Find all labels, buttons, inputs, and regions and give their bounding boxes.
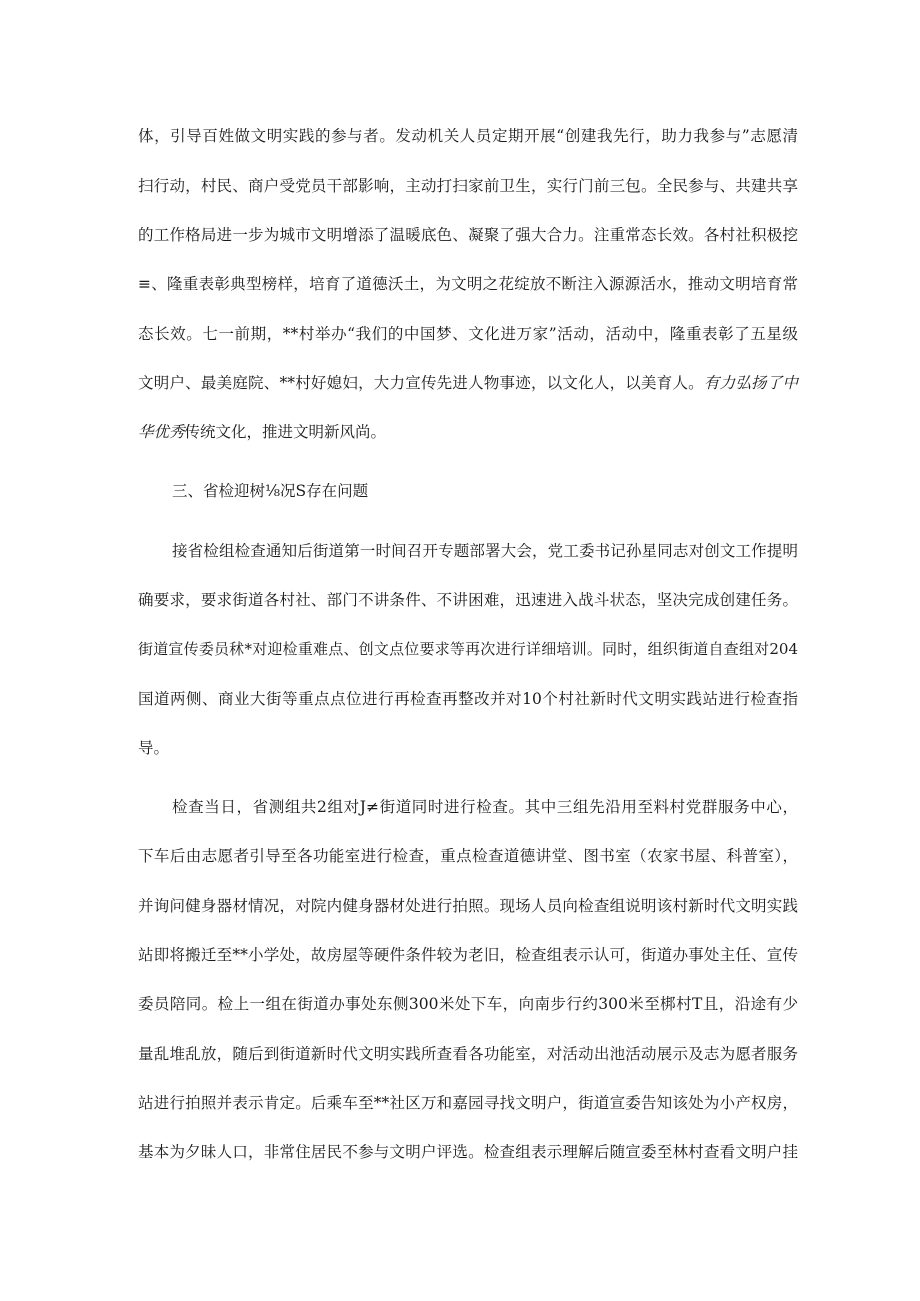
paragraph-1-line-3: 的工作格局进一步为城市文明增添了温暖底色、凝聚了强大合力。注重常态长效。各村社积极挖 [138,226,798,244]
paragraph-2-line-4: 国道两侧、商业大街等重点点位进行再检查再整改并对10个村社新时代文明实践站进行检查指 [138,690,798,708]
paragraph-1-line-2: 扫行动，村民、商户受党员干部影响，主动打扫家前卫生，实行门前三包。全民参与、共建共享 [138,177,798,195]
paragraph-2-line-2: 确要求，要求街道各村社、部门不讲条件、不讲困难，迅速进入战斗状态，坚决完成创建任务。 [138,591,798,609]
paragraph-3-line-6: 量乱堆乱放，随后到街道新时代文明实践所查看各功能室，对活动出池活动展示及志为愿者服务 [138,1045,798,1063]
paragraph-1-line-7-italic: 华优秀 [138,423,185,441]
paragraph-1-line-7 [138,422,798,442]
paragraph-1-line-6-italic: 有力弘扬了中 [703,374,798,392]
paragraph-1-line-5: 态长效。七一前期，**村举办“我们的中国梦、文化进万家”活动，活动中，隆重表彰了五星级 [138,325,798,343]
paragraph-1-line-1: 体，引导百姓做文明实践的参与者。发动机关人员定期开展“创建我先行，助力我参与”志愿清 [138,127,798,145]
paragraph-2-line-3: 街道宣传委员秫*对迎检重难点、创文点位要求等再次进行详细培训。同时，组织街道自查组对204 [138,640,798,658]
paragraph-1-line-7-text: 传统文化，推进文明新风尚。 [184,423,387,441]
paragraph-1-line-4: ≡、隆重表彰典型榜样，培育了道德沃土，为文明之花绽放不断注入源源活水，推动文明培育常 [138,275,798,293]
paragraph-2-line-5: 导。 [138,739,170,757]
section-3-heading: 三、省检迎树⅛况S存在问题 [172,482,369,500]
paragraph-3-line-7: 站进行拍照并表示肯定。后乘车至**社区万和嘉园寻找文明户，街道宣委告知该处为小产权房， [138,1094,798,1112]
paragraph-1-line-6-text: 文明户、最美庭院、**村好媳妇，大力宣传先进人物事迹，以文化人，以美育人。 [138,374,704,392]
paragraph-3-line-1: 检查当日，省测组共2组对J≠街道同时进行检查。其中三组先沿用至料村党群服务中心， [172,798,798,816]
paragraph-3-line-8: 基本为夕昧人口，非常住居民不参与文明户评选。检查组表示理解后随宣委至林村查看文明户挂 [138,1143,798,1161]
paragraph-3-line-3: 并询问健身器材情况，对院内健身器材处进行拍照。现场人员向检查组说明该村新时代文明实践 [138,897,798,915]
paragraph-2-line-1: 接省检组检查通知后街道第一时间召开专题部署大会，党工委书记孙星同志对创文工作提明 [172,542,798,560]
paragraph-3-line-4: 站即将搬迁至**小学处，故房屋等硬件条件较为老旧，检查组表示认可，街道办事处主任、宣传 [138,946,798,964]
paragraph-3-line-5: 委员陪同。检上一组在街道办事处东侧300米处下车，向南步行约300米至梆村T且，沿途有少 [138,995,798,1013]
paragraph-1-line-6 [138,373,798,393]
paragraph-3-line-2: 下车后由志愿者引导至各功能室进行检查，重点检查道德讲堂、图书室（农家书屋、科普室）， [138,847,798,865]
